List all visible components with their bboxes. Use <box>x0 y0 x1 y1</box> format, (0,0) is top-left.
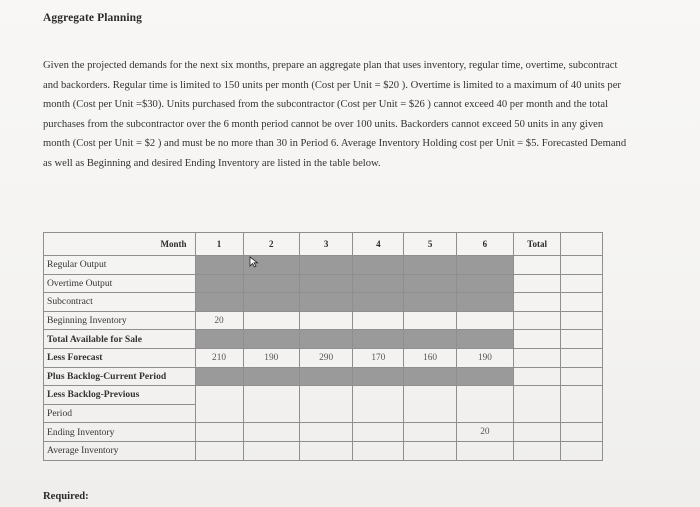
row-label-ending-inventory: Ending Inventory <box>44 423 196 442</box>
cell-total-available-m6[interactable] <box>456 330 513 349</box>
cell-average-inventory-m2[interactable] <box>243 441 299 460</box>
cell-less-backlog-extra <box>561 386 603 423</box>
cell-overtime-m4[interactable] <box>353 274 404 293</box>
cell-beginning-inventory-m6[interactable] <box>456 311 513 330</box>
cell-plus-backlog-m3[interactable] <box>299 367 352 386</box>
required-label: Required: <box>43 491 89 502</box>
row-label-less-backlog: Less Backlog-Previous <box>44 386 196 405</box>
cell-regular-output-m4[interactable] <box>353 256 404 275</box>
cell-regular-output-m5[interactable] <box>404 256 456 275</box>
cell-total-available-m4[interactable] <box>353 330 404 349</box>
table-row <box>44 330 603 349</box>
cell-forecast-m4: 170 <box>353 348 404 367</box>
cell-overtime-extra <box>561 274 603 293</box>
cell-average-inventory-m3[interactable] <box>299 441 352 460</box>
cell-less-backlog-m1[interactable] <box>195 386 243 423</box>
cell-beginning-inventory-m2[interactable] <box>243 311 299 330</box>
row-label-total-available: Total Available for Sale <box>44 330 196 349</box>
cell-less-backlog-m3[interactable] <box>299 386 352 423</box>
table-row <box>44 256 603 275</box>
cell-beginning-inventory-m3[interactable] <box>299 311 352 330</box>
cell-forecast-m2: 190 <box>243 348 299 367</box>
cell-beginning-inventory-m5[interactable] <box>404 311 456 330</box>
month-1-header: 1 <box>195 233 243 256</box>
cell-regular-output-m6[interactable] <box>456 256 513 275</box>
table-row <box>44 441 603 460</box>
cell-subcontract-m2[interactable] <box>243 293 299 312</box>
cell-beginning-inventory-m4[interactable] <box>353 311 404 330</box>
cell-forecast-m1: 210 <box>195 348 243 367</box>
cell-overtime-m5[interactable] <box>404 274 456 293</box>
cell-subcontract-m3[interactable] <box>299 293 352 312</box>
month-2-header: 2 <box>243 233 299 256</box>
month-header: Month <box>44 233 196 256</box>
cell-overtime-m2[interactable] <box>243 274 299 293</box>
cell-forecast-extra <box>561 348 603 367</box>
table-row <box>44 386 603 405</box>
month-3-header: 3 <box>299 233 352 256</box>
cell-plus-backlog-extra <box>561 367 603 386</box>
cell-beginning-inventory-extra <box>561 311 603 330</box>
table-row <box>44 293 603 312</box>
row-label-beginning-inventory: Beginning Inventory <box>44 311 196 330</box>
cell-total-available-m5[interactable] <box>404 330 456 349</box>
cell-beginning-inventory-total[interactable] <box>514 311 561 330</box>
row-label-less-backlog-period: Period <box>44 404 196 423</box>
cell-regular-output-m1[interactable] <box>195 256 243 275</box>
cell-ending-inventory-m1[interactable] <box>195 423 243 442</box>
cell-total-available-total[interactable] <box>514 330 561 349</box>
cell-ending-inventory-extra <box>561 423 603 442</box>
cell-beginning-inventory-m1: 20 <box>195 311 243 330</box>
cell-overtime-m1[interactable] <box>195 274 243 293</box>
month-5-header: 5 <box>404 233 456 256</box>
cell-ending-inventory-m3[interactable] <box>299 423 352 442</box>
row-label-regular-output: Regular Output <box>44 256 196 275</box>
cell-subcontract-m5[interactable] <box>404 293 456 312</box>
cell-forecast-m5: 160 <box>404 348 456 367</box>
cell-less-backlog-m2[interactable] <box>243 386 299 423</box>
cell-total-available-m1[interactable] <box>195 330 243 349</box>
cell-total-available-m2[interactable] <box>243 330 299 349</box>
cell-ending-inventory-m5[interactable] <box>404 423 456 442</box>
cell-overtime-total[interactable] <box>514 274 561 293</box>
table-row <box>44 423 603 442</box>
row-label-overtime-output: Overtime Output <box>44 274 196 293</box>
cell-ending-inventory-m4[interactable] <box>353 423 404 442</box>
cell-less-backlog-m6[interactable] <box>456 386 513 423</box>
cell-less-backlog-m5[interactable] <box>404 386 456 423</box>
cell-regular-output-m3[interactable] <box>299 256 352 275</box>
cell-less-backlog-m4[interactable] <box>353 386 404 423</box>
cell-plus-backlog-m4[interactable] <box>353 367 404 386</box>
cell-plus-backlog-m1[interactable] <box>195 367 243 386</box>
cell-ending-inventory-total[interactable] <box>514 423 561 442</box>
cell-subcontract-m4[interactable] <box>353 293 404 312</box>
page-title: Aggregate Planning <box>43 12 143 24</box>
cell-subcontract-total[interactable] <box>514 293 561 312</box>
row-label-plus-backlog: Plus Backlog-Current Period <box>44 367 196 386</box>
cell-average-inventory-m5[interactable] <box>404 441 456 460</box>
cell-forecast-total[interactable] <box>514 348 561 367</box>
mouse-cursor-icon <box>249 256 259 268</box>
cell-plus-backlog-m2[interactable] <box>243 367 299 386</box>
cell-plus-backlog-m5[interactable] <box>404 367 456 386</box>
cell-forecast-m6: 190 <box>456 348 513 367</box>
cell-average-inventory-total[interactable] <box>514 441 561 460</box>
table-row <box>44 311 603 330</box>
cell-forecast-m3: 290 <box>299 348 352 367</box>
aggregate-plan-table <box>43 232 603 461</box>
cell-ending-inventory-m6: 20 <box>456 423 513 442</box>
cell-ending-inventory-m2[interactable] <box>243 423 299 442</box>
month-4-header: 4 <box>353 233 404 256</box>
cell-subcontract-extra <box>561 293 603 312</box>
cell-subcontract-m6[interactable] <box>456 293 513 312</box>
cell-subcontract-m1[interactable] <box>195 293 243 312</box>
total-header: Total <box>514 233 561 256</box>
problem-statement: Given the projected demands for the next six months, prepare an aggregate plan that uses inventory, regular time, overtime, subcontract and backorders. Regular time is limited to 150 units per month (Cost per Unit = $20 ). Overtime is limited to a maximum of 40 units per month (Cost per Unit =$30). Units purchased from the subcontractor (Cost per Unit = $26 ) cannot exceed 40 per month and the total purchases from the subcontractor over the 6 month period cannot be over 100 units. Backorders cannot exceed 50 units in any given month (Cost per Unit = $2 ) and must be no more than 30 in Period 6. Average Inventory Holding cost per Unit = $5. Forecasted Demand as well as Beginning and desired Ending Inventory are listed in the table below. <box>43 60 627 169</box>
cell-average-inventory-m4[interactable] <box>353 441 404 460</box>
cell-regular-output-extra <box>561 256 603 275</box>
cell-total-available-m3[interactable] <box>299 330 352 349</box>
cell-less-backlog-total[interactable] <box>514 386 561 423</box>
cell-regular-output-total[interactable] <box>514 256 561 275</box>
cell-overtime-m3[interactable] <box>299 274 352 293</box>
table-row <box>44 274 603 293</box>
cell-total-available-extra <box>561 330 603 349</box>
cell-average-inventory-m1[interactable] <box>195 441 243 460</box>
cell-plus-backlog-m6[interactable] <box>456 367 513 386</box>
cell-average-inventory-m6[interactable] <box>456 441 513 460</box>
aggregate-plan-table-wrap <box>43 232 603 461</box>
row-label-less-forecast: Less Forecast <box>44 348 196 367</box>
table-row <box>44 367 603 386</box>
cell-overtime-m6[interactable] <box>456 274 513 293</box>
spacer-header <box>561 233 603 256</box>
row-label-average-inventory: Average Inventory <box>44 441 196 460</box>
table-header-row <box>44 233 603 256</box>
cell-plus-backlog-total[interactable] <box>514 367 561 386</box>
cell-average-inventory-extra <box>561 441 603 460</box>
row-label-subcontract: Subcontract <box>44 293 196 312</box>
table-row <box>44 348 603 367</box>
month-6-header: 6 <box>456 233 513 256</box>
